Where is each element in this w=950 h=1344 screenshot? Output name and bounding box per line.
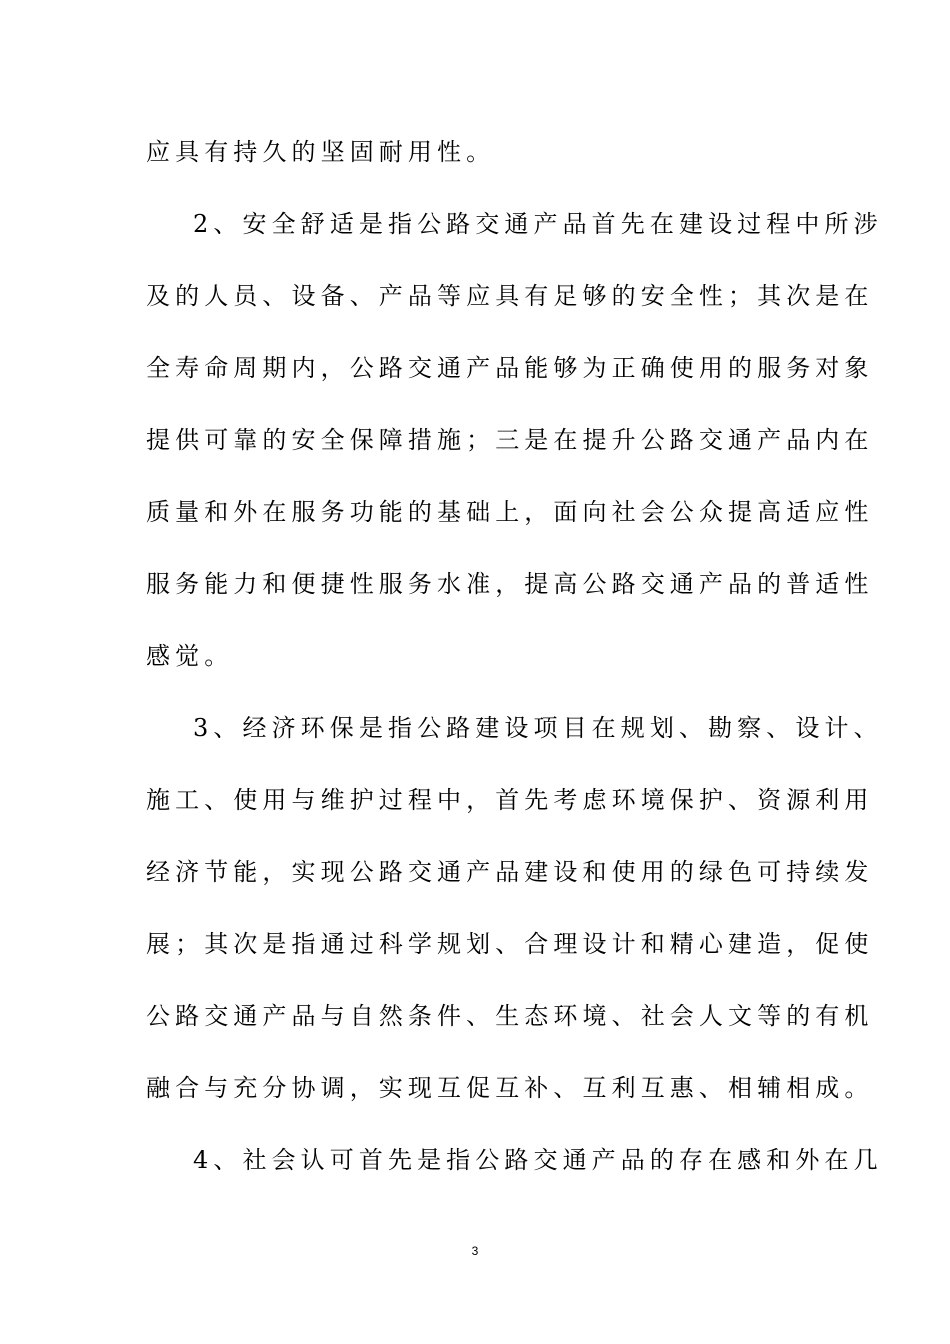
paragraph-4-start: 4、社会认可首先是指公路交通产品的存在感和外在几: [193, 1146, 883, 1174]
text-line: 服务能力和便捷性服务水准，提高公路交通产品的普适性: [146, 570, 874, 598]
paragraph-3-start: 3、经济环保是指公路建设项目在规划、勘察、设计、: [193, 714, 883, 742]
text-line: 展；其次是指通过科学规划、合理设计和精心建造，促使: [146, 930, 874, 958]
text-line: 全寿命周期内，公路交通产品能够为正确使用的服务对象: [146, 354, 874, 382]
text-line: 经济节能，实现公路交通产品建设和使用的绿色可持续发: [146, 858, 874, 886]
text-line: 及的人员、设备、产品等应具有足够的安全性；其次是在: [146, 282, 874, 310]
paragraph-2-start: 2、安全舒适是指公路交通产品首先在建设过程中所涉: [193, 210, 883, 238]
text-line: 感觉。: [146, 642, 234, 670]
page-number: 3: [471, 1244, 479, 1258]
text-line: 融合与充分协调，实现互促互补、互利互惠、相辅相成。: [146, 1074, 874, 1102]
text-line: 质量和外在服务功能的基础上，面向社会公众提高适应性: [146, 498, 874, 526]
text-line: 应具有持久的坚固耐用性。: [146, 138, 496, 166]
text-line: 提供可靠的安全保障措施；三是在提升公路交通产品内在: [146, 426, 874, 454]
text-line: 公路交通产品与自然条件、生态环境、社会人文等的有机: [146, 1002, 874, 1030]
text-line: 施工、使用与维护过程中，首先考虑环境保护、资源利用: [146, 786, 874, 814]
